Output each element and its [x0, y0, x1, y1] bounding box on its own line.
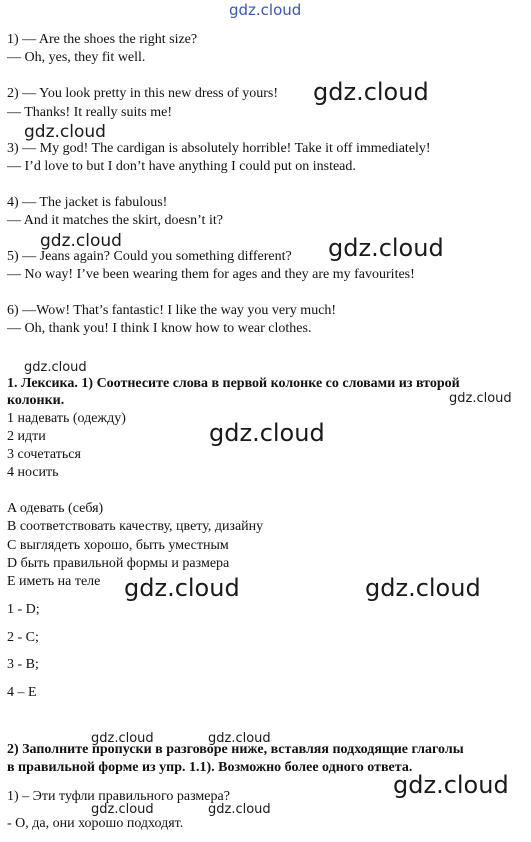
dialogue-1-answer: — Oh, yes, they fit well.: [7, 50, 146, 65]
task1-col1-item: 3 сочетаться: [7, 447, 81, 462]
watermark: gdz.cloud: [24, 360, 87, 375]
dialogue-6-question: 6) —Wow! That’s fantastic! I like the way you very much!: [7, 303, 337, 318]
task1-answer: 2 - C;: [7, 630, 39, 645]
watermark: gdz.cloud: [328, 234, 444, 262]
task1-answer: 1 - D;: [7, 602, 40, 617]
watermark: gdz.cloud: [40, 231, 122, 251]
watermark: gdz.cloud: [209, 419, 325, 447]
watermark: gdz.cloud: [208, 802, 271, 817]
watermark: gdz.cloud: [91, 731, 154, 746]
watermark: gdz.cloud: [24, 122, 106, 142]
task1-heading-line2: колонки.: [7, 393, 65, 408]
watermark: gdz.cloud: [449, 391, 512, 406]
watermark-top: gdz.cloud: [229, 1, 302, 19]
task2-heading-line2: в правильной форме из упр. 1.1). Возможно более одного ответа.: [7, 760, 413, 775]
dialogue-3-answer: — I’d love to but I don’t have anything I could put on instead.: [7, 159, 356, 174]
task1-col2-item: B соответствовать качеству, цвету, дизайну: [7, 519, 264, 534]
dialogue-5-question: 5) — Jeans again? Could you something different?: [7, 249, 292, 264]
watermark: gdz.cloud: [124, 574, 240, 602]
task1-answer: 3 - B;: [7, 657, 39, 672]
task2-line1: 1) – Эти туфли правильного размера?: [7, 789, 230, 804]
dialogue-4-question: 4) — The jacket is fabulous!: [7, 195, 168, 210]
task1-col1-item: 1 надевать (одежду): [7, 411, 126, 426]
task1-heading-line1: 1. Лексика. 1) Соотнесите слова в первой колонке со словами из второй: [7, 376, 460, 391]
watermark: gdz.cloud: [313, 78, 429, 106]
watermark: gdz.cloud: [208, 731, 271, 746]
dialogue-3-question: 3) — My god! The cardigan is absolutely horrible! Take it off immediately!: [7, 141, 431, 156]
task1-col2-item: A одевать (себя): [7, 501, 104, 516]
watermark: gdz.cloud: [91, 802, 154, 817]
task1-col1-item: 2 идти: [7, 429, 46, 444]
task1-col2-item: E иметь на теле: [7, 574, 101, 589]
watermark: gdz.cloud: [365, 574, 481, 602]
task1-col2-item: D быть правильной формы и размера: [7, 556, 230, 571]
task1-col1-item: 4 носить: [7, 465, 59, 480]
dialogue-6-answer: — Oh, thank you! I think I know how to wear clothes.: [7, 321, 312, 336]
dialogue-5-answer: — No way! I’ve been wearing them for ages and they are my favourites!: [7, 267, 415, 282]
dialogue-1-question: 1) — Are the shoes the right size?: [7, 32, 198, 47]
task2-line2: - О, да, они хорошо подходят.: [7, 816, 184, 831]
task1-col2-item: C выглядеть хорошо, быть уместным: [7, 538, 229, 553]
task1-answer: 4 – E: [7, 685, 37, 700]
watermark: gdz.cloud: [393, 771, 509, 799]
task2-heading-line1: 2) Заполните пропуски в разговоре ниже, вставляя подходящие глаголы: [7, 742, 464, 757]
dialogue-2-question: 2) — You look pretty in this new dress of yours!: [7, 86, 279, 101]
dialogue-2-answer: — Thanks! It really suits me!: [7, 105, 172, 120]
dialogue-4-answer: — And it matches the skirt, doesn’t it?: [7, 213, 223, 228]
